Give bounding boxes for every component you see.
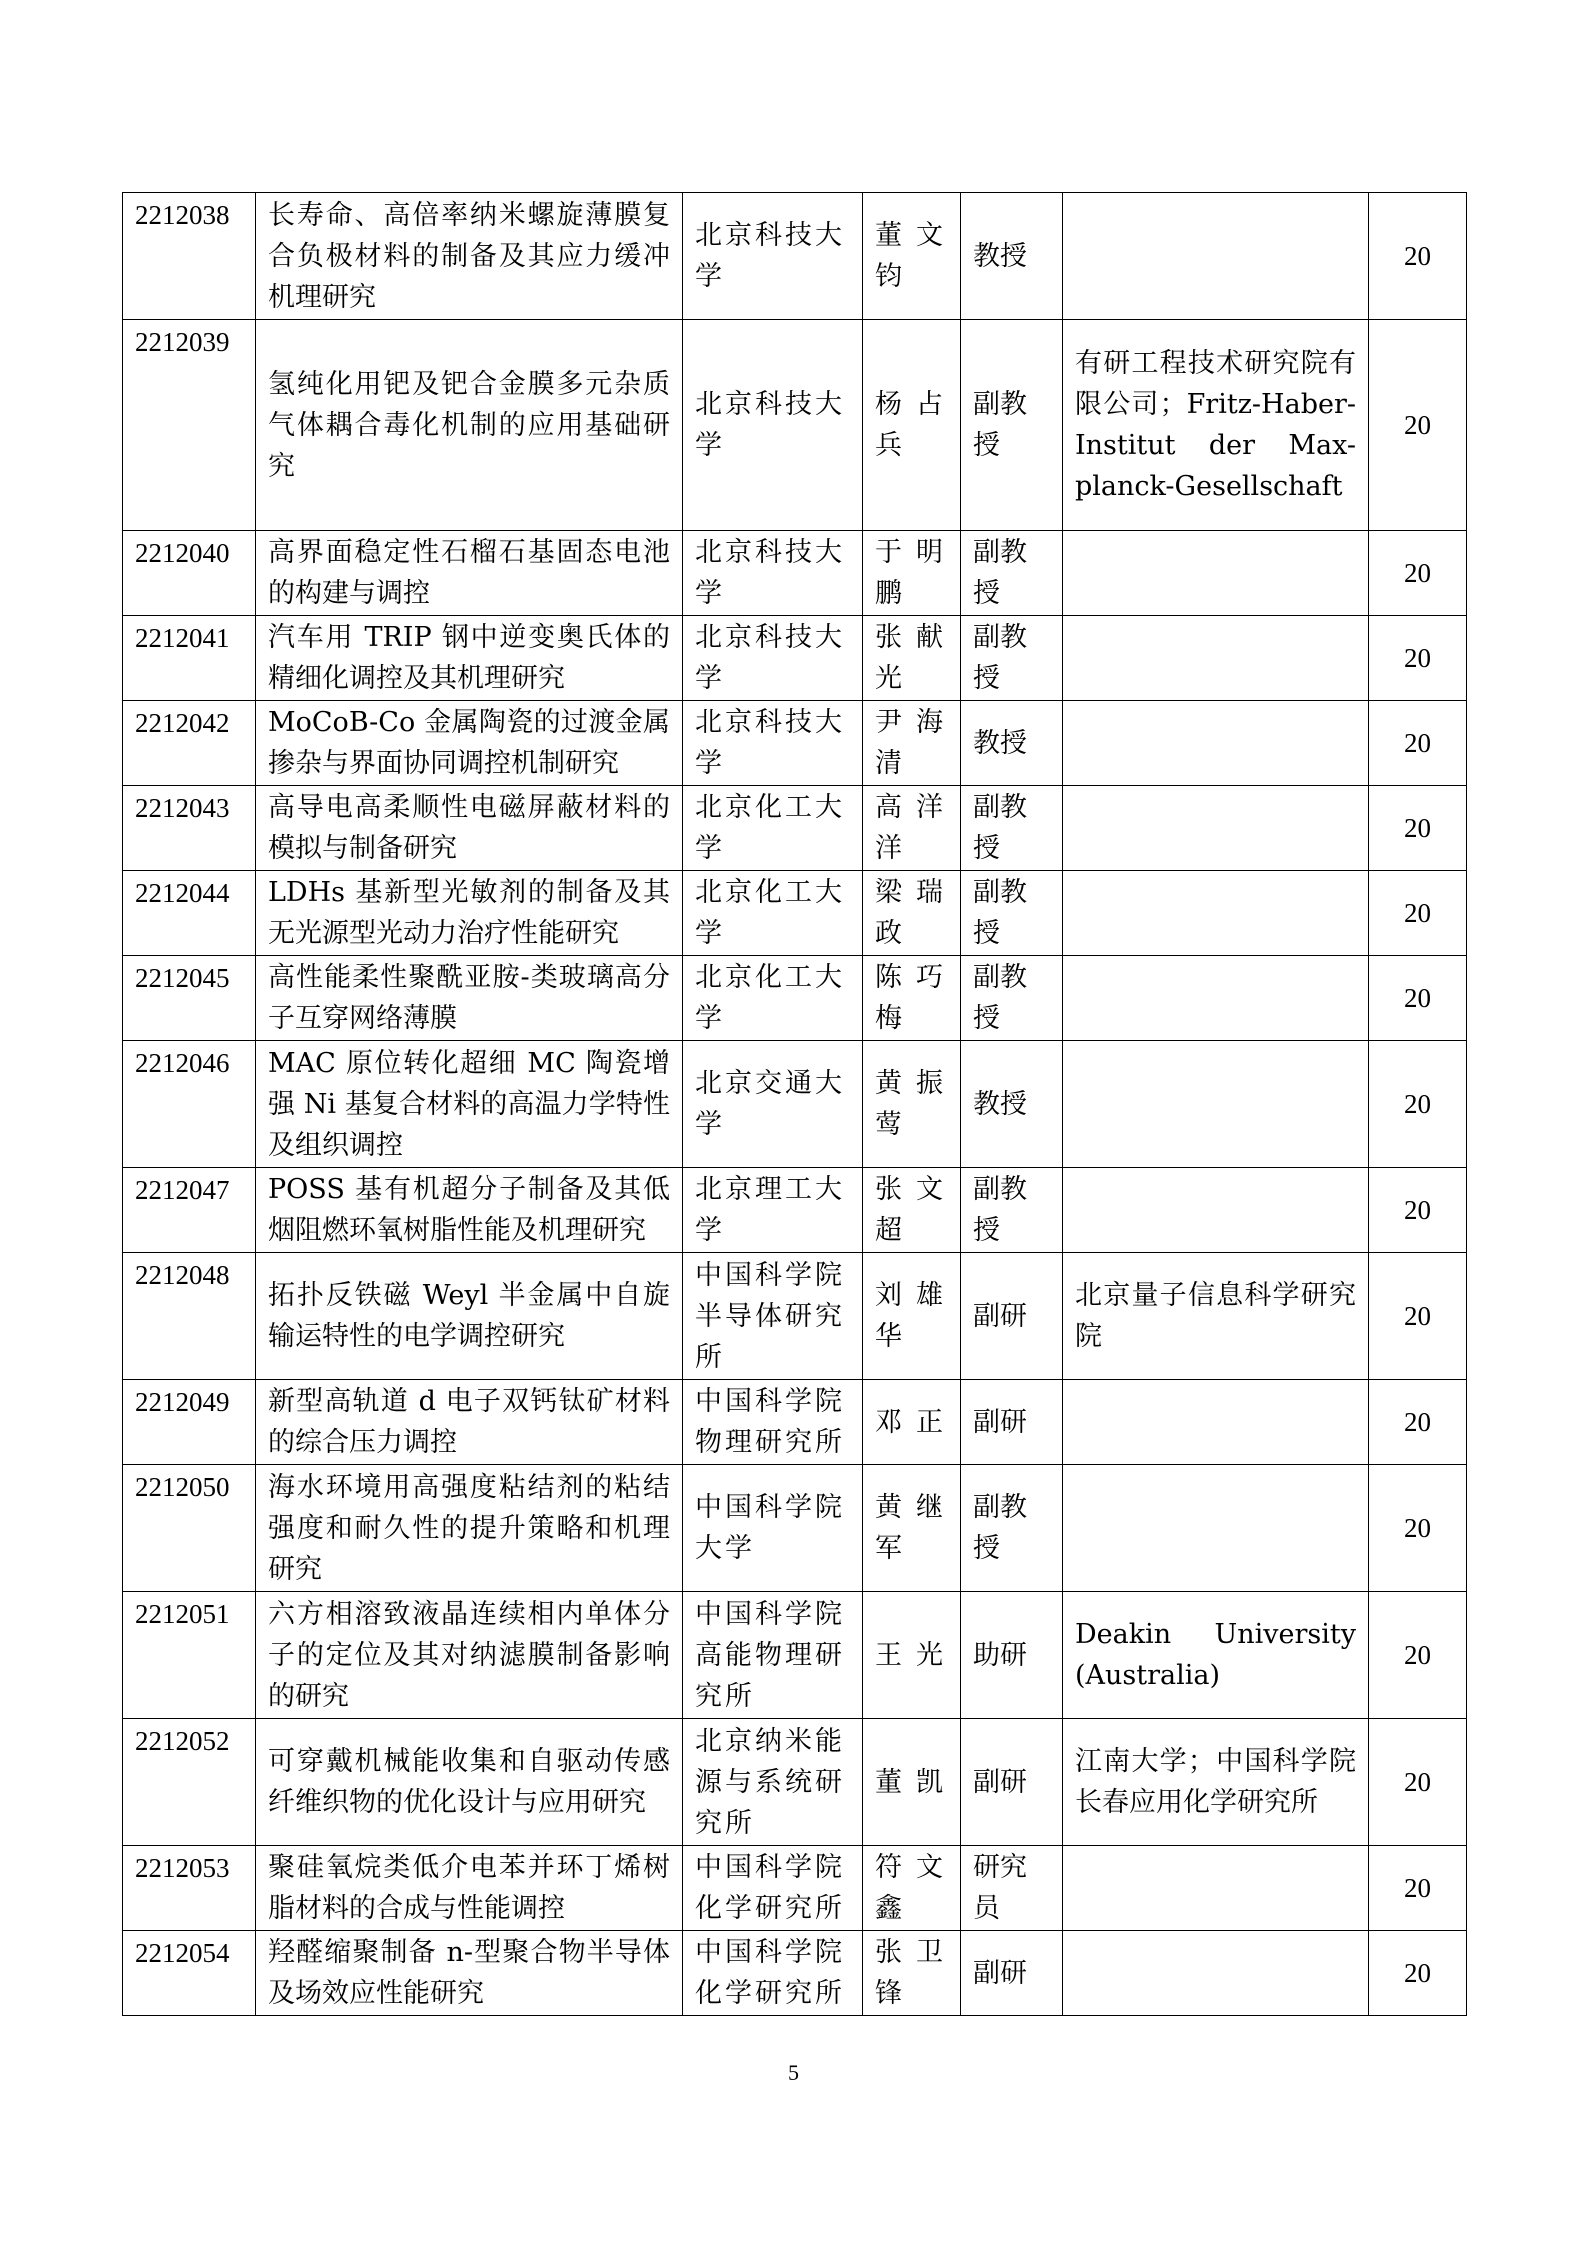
table-row xyxy=(123,1253,1467,1380)
cell-partner xyxy=(1063,1168,1369,1253)
cell-project-title: 聚硅氧烷类低介电苯并环丁烯树脂材料的合成与性能调控 xyxy=(256,1846,683,1931)
cell-amount: 20 xyxy=(1369,871,1467,956)
cell-institution: 北京纳米能源与系统研究所 xyxy=(683,1719,863,1846)
cell-investigator: 张卫锋 xyxy=(863,1931,961,2016)
cell-project-id: 2212053 xyxy=(123,1846,256,1931)
cell-investigator: 符文鑫 xyxy=(863,1846,961,1931)
cell-title-rank: 教授 xyxy=(961,193,1063,320)
cell-amount: 20 xyxy=(1369,616,1467,701)
table-row xyxy=(123,871,1467,956)
cell-amount: 20 xyxy=(1369,1168,1467,1253)
cell-title-rank: 副教授 xyxy=(961,956,1063,1041)
cell-investigator: 张献光 xyxy=(863,616,961,701)
cell-partner: Deakin University (Australia) xyxy=(1063,1592,1369,1719)
cell-partner xyxy=(1063,531,1369,616)
cell-project-title: 海水环境用高强度粘结剂的粘结强度和耐久性的提升策略和机理研究 xyxy=(256,1465,683,1592)
table-row xyxy=(123,701,1467,786)
cell-title-rank: 研究员 xyxy=(961,1846,1063,1931)
cell-project-id: 2212048 xyxy=(123,1253,256,1380)
cell-amount: 20 xyxy=(1369,1253,1467,1380)
cell-project-id: 2212051 xyxy=(123,1592,256,1719)
cell-amount: 20 xyxy=(1369,1846,1467,1931)
table-row xyxy=(123,616,1467,701)
cell-title-rank: 副研 xyxy=(961,1253,1063,1380)
cell-project-id: 2212047 xyxy=(123,1168,256,1253)
cell-project-title: 氢纯化用钯及钯合金膜多元杂质气体耦合毒化机制的应用基础研究 xyxy=(256,320,683,531)
cell-amount: 20 xyxy=(1369,956,1467,1041)
cell-title-rank: 副研 xyxy=(961,1719,1063,1846)
table-row xyxy=(123,1380,1467,1465)
cell-amount: 20 xyxy=(1369,193,1467,320)
cell-investigator: 尹海清 xyxy=(863,701,961,786)
cell-amount: 20 xyxy=(1369,1592,1467,1719)
cell-institution: 中国科学院高能物理研究所 xyxy=(683,1592,863,1719)
cell-project-title: 新型高轨道 d 电子双钙钛矿材料的综合压力调控 xyxy=(256,1380,683,1465)
table-row xyxy=(123,1846,1467,1931)
cell-title-rank: 副研 xyxy=(961,1380,1063,1465)
cell-partner: 江南大学；中国科学院长春应用化学研究所 xyxy=(1063,1719,1369,1846)
cell-project-title: 高性能柔性聚酰亚胺-类玻璃高分子互穿网络薄膜 xyxy=(256,956,683,1041)
cell-institution: 北京化工大学 xyxy=(683,786,863,871)
cell-project-id: 2212045 xyxy=(123,956,256,1041)
cell-project-id: 2212041 xyxy=(123,616,256,701)
cell-project-title: POSS 基有机超分子制备及其低烟阻燃环氧树脂性能及机理研究 xyxy=(256,1168,683,1253)
cell-title-rank: 副教授 xyxy=(961,1168,1063,1253)
cell-project-id: 2212046 xyxy=(123,1041,256,1168)
table-row xyxy=(123,1592,1467,1719)
cell-project-id: 2212052 xyxy=(123,1719,256,1846)
cell-partner xyxy=(1063,616,1369,701)
cell-partner xyxy=(1063,1465,1369,1592)
cell-institution: 北京科技大学 xyxy=(683,193,863,320)
cell-project-title: 六方相溶致液晶连续相内单体分子的定位及其对纳滤膜制备影响的研究 xyxy=(256,1592,683,1719)
cell-amount: 20 xyxy=(1369,1041,1467,1168)
table-row xyxy=(123,531,1467,616)
cell-investigator: 董凯 xyxy=(863,1719,961,1846)
cell-title-rank: 教授 xyxy=(961,1041,1063,1168)
cell-project-title: MAC 原位转化超细 MC 陶瓷增强 Ni 基复合材料的高温力学特性及组织调控 xyxy=(256,1041,683,1168)
cell-partner: 有研工程技术研究院有限公司；Fritz-Haber-Institut der Max-planck-Gesellschaft xyxy=(1063,320,1369,531)
cell-project-title: 羟醛缩聚制备 n-型聚合物半导体及场效应性能研究 xyxy=(256,1931,683,2016)
cell-partner xyxy=(1063,786,1369,871)
cell-partner xyxy=(1063,871,1369,956)
cell-project-title: 高导电高柔顺性电磁屏蔽材料的模拟与制备研究 xyxy=(256,786,683,871)
table-row xyxy=(123,956,1467,1041)
cell-institution: 北京科技大学 xyxy=(683,701,863,786)
cell-project-id: 2212042 xyxy=(123,701,256,786)
cell-investigator: 于明鹏 xyxy=(863,531,961,616)
cell-title-rank: 副教授 xyxy=(961,786,1063,871)
cell-project-id: 2212054 xyxy=(123,1931,256,2016)
page-number: 5 xyxy=(788,2060,799,2085)
cell-project-title: LDHs 基新型光敏剂的制备及其无光源型光动力治疗性能研究 xyxy=(256,871,683,956)
cell-institution: 中国科学院半导体研究所 xyxy=(683,1253,863,1380)
cell-amount: 20 xyxy=(1369,1465,1467,1592)
cell-investigator: 高洋洋 xyxy=(863,786,961,871)
cell-institution: 北京科技大学 xyxy=(683,616,863,701)
cell-institution: 北京化工大学 xyxy=(683,871,863,956)
cell-title-rank: 副研 xyxy=(961,1931,1063,2016)
cell-institution: 中国科学院化学研究所 xyxy=(683,1931,863,2016)
table-row xyxy=(123,1168,1467,1253)
cell-title-rank: 教授 xyxy=(961,701,1063,786)
cell-amount: 20 xyxy=(1369,701,1467,786)
cell-amount: 20 xyxy=(1369,1719,1467,1846)
cell-institution: 中国科学院物理研究所 xyxy=(683,1380,863,1465)
cell-institution: 北京理工大学 xyxy=(683,1168,863,1253)
cell-project-title: 可穿戴机械能收集和自驱动传感纤维织物的优化设计与应用研究 xyxy=(256,1719,683,1846)
cell-institution: 北京科技大学 xyxy=(683,320,863,531)
cell-investigator: 梁瑞政 xyxy=(863,871,961,956)
cell-institution: 北京化工大学 xyxy=(683,956,863,1041)
cell-institution: 北京科技大学 xyxy=(683,531,863,616)
table-body xyxy=(123,193,1467,2016)
cell-investigator: 王光 xyxy=(863,1592,961,1719)
table-row xyxy=(123,1719,1467,1846)
cell-project-id: 2212044 xyxy=(123,871,256,956)
cell-title-rank: 副教授 xyxy=(961,531,1063,616)
table-row xyxy=(123,320,1467,531)
cell-amount: 20 xyxy=(1369,786,1467,871)
grant-table xyxy=(122,192,1467,2016)
cell-project-id: 2212038 xyxy=(123,193,256,320)
cell-institution: 中国科学院化学研究所 xyxy=(683,1846,863,1931)
cell-partner xyxy=(1063,701,1369,786)
cell-project-id: 2212039 xyxy=(123,320,256,531)
cell-amount: 20 xyxy=(1369,1931,1467,2016)
cell-project-id: 2212040 xyxy=(123,531,256,616)
cell-investigator: 董文钧 xyxy=(863,193,961,320)
cell-project-title: 长寿命、高倍率纳米螺旋薄膜复合负极材料的制备及其应力缓冲机理研究 xyxy=(256,193,683,320)
cell-partner xyxy=(1063,1931,1369,2016)
cell-investigator: 陈巧梅 xyxy=(863,956,961,1041)
cell-project-title: 高界面稳定性石榴石基固态电池的构建与调控 xyxy=(256,531,683,616)
cell-investigator: 张文超 xyxy=(863,1168,961,1253)
table-row xyxy=(123,1931,1467,2016)
cell-investigator: 刘雄华 xyxy=(863,1253,961,1380)
cell-title-rank: 副教授 xyxy=(961,871,1063,956)
table-row xyxy=(123,786,1467,871)
cell-partner xyxy=(1063,1041,1369,1168)
cell-partner: 北京量子信息科学研究院 xyxy=(1063,1253,1369,1380)
cell-project-id: 2212043 xyxy=(123,786,256,871)
cell-amount: 20 xyxy=(1369,320,1467,531)
cell-project-id: 2212049 xyxy=(123,1380,256,1465)
cell-amount: 20 xyxy=(1369,531,1467,616)
cell-investigator: 黄振莺 xyxy=(863,1041,961,1168)
cell-institution: 北京交通大学 xyxy=(683,1041,863,1168)
cell-project-title: 拓扑反铁磁 Weyl 半金属中自旋输运特性的电学调控研究 xyxy=(256,1253,683,1380)
cell-title-rank: 副教授 xyxy=(961,616,1063,701)
cell-investigator: 杨占兵 xyxy=(863,320,961,531)
cell-investigator: 邓正 xyxy=(863,1380,961,1465)
table-row xyxy=(123,1041,1467,1168)
cell-project-title: MoCoB-Co 金属陶瓷的过渡金属掺杂与界面协同调控机制研究 xyxy=(256,701,683,786)
cell-institution: 中国科学院大学 xyxy=(683,1465,863,1592)
cell-amount: 20 xyxy=(1369,1380,1467,1465)
cell-title-rank: 副教授 xyxy=(961,1465,1063,1592)
cell-project-id: 2212050 xyxy=(123,1465,256,1592)
cell-project-title: 汽车用 TRIP 钢中逆变奥氏体的精细化调控及其机理研究 xyxy=(256,616,683,701)
cell-partner xyxy=(1063,956,1369,1041)
cell-title-rank: 副教授 xyxy=(961,320,1063,531)
cell-partner xyxy=(1063,1846,1369,1931)
cell-partner xyxy=(1063,193,1369,320)
cell-title-rank: 助研 xyxy=(961,1592,1063,1719)
cell-investigator: 黄继军 xyxy=(863,1465,961,1592)
table-row xyxy=(123,193,1467,320)
table-row xyxy=(123,1465,1467,1592)
cell-partner xyxy=(1063,1380,1369,1465)
